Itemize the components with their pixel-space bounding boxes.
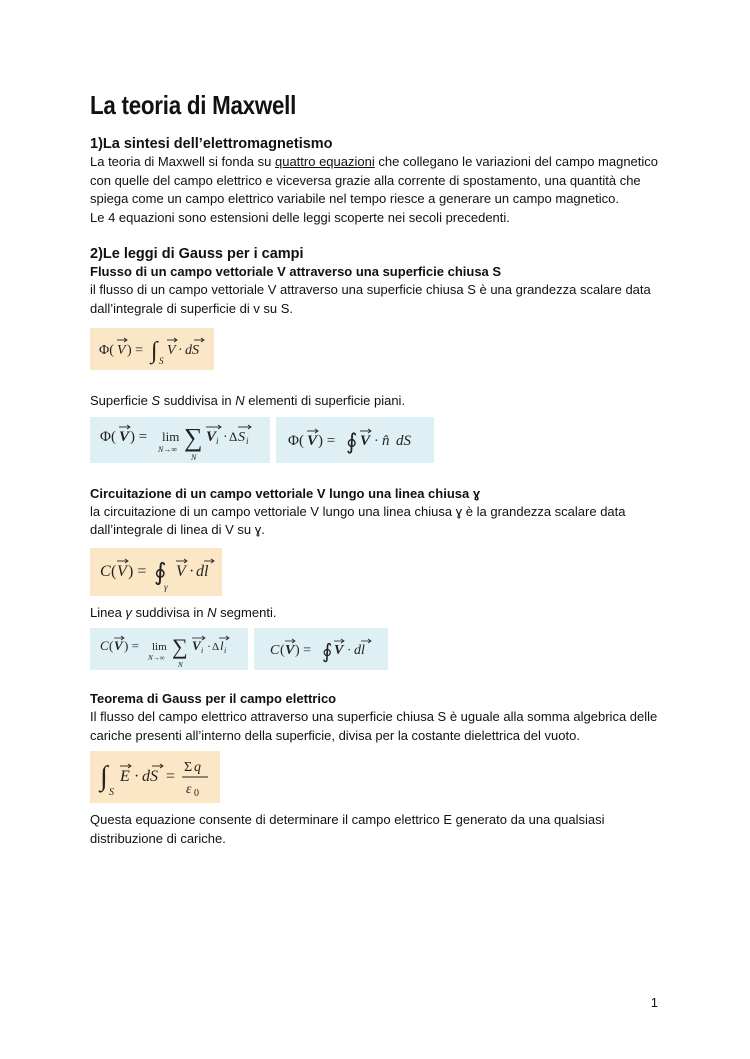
svg-text:V: V	[117, 562, 127, 580]
svg-text:n̂: n̂	[382, 432, 390, 449]
svg-text:V: V	[176, 562, 186, 580]
svg-text:·: ·	[374, 433, 379, 449]
svg-text:) =: ) =	[124, 638, 139, 653]
svg-text:S: S	[109, 787, 114, 798]
section-1-paragraph-1: La teoria di Maxwell si fonda su quattro equazioni che collegano le variazioni del campo magnetico con quelle del campo elettrico e viceversa grazie alla corrente di spostamento, una quantità che spiega come un campo elettrico variabile nel tempo riesce a generare un campo magnetico.	[90, 154, 659, 206]
svg-text:∫: ∫	[151, 338, 158, 364]
svg-text:V: V	[307, 432, 318, 449]
svg-text:V: V	[334, 643, 344, 658]
svg-text:·: ·	[189, 562, 195, 580]
svg-text:dl: dl	[196, 562, 209, 580]
svg-text:V: V	[117, 343, 126, 358]
section-1-heading: 1)La sintesi dell’elettromagnetismo	[90, 136, 333, 152]
svg-text:S: S	[238, 429, 245, 445]
svg-text:C: C	[100, 562, 111, 580]
svg-text:(: (	[109, 638, 114, 653]
svg-text:V: V	[206, 428, 217, 445]
flux-closed-svg	[276, 417, 434, 463]
svg-text:V: V	[192, 638, 201, 653]
svg-text:dS: dS	[142, 768, 158, 785]
svg-text:N→∞: N→∞	[148, 654, 165, 662]
circulation-limit-formula	[90, 628, 248, 670]
svg-text:V: V	[360, 432, 371, 449]
svg-text:·: ·	[178, 343, 183, 358]
svg-text:·: ·	[134, 768, 140, 785]
svg-text:Φ(: Φ(	[99, 343, 114, 358]
svg-text:γ: γ	[164, 581, 168, 592]
svg-text:∮: ∮	[322, 641, 333, 663]
flux-limit-svg	[90, 417, 270, 463]
svg-text:q: q	[194, 760, 201, 775]
svg-text:·: ·	[207, 639, 211, 653]
gauss-statement: Il flusso del campo elettrico attraverso una superficie chiusa S è uguale alla somma algebrica delle cariche presenti all’interno della superficie, divisa per la costante dielettrica del vuoto.	[90, 709, 658, 743]
svg-text:∮: ∮	[346, 428, 358, 454]
quattro-equazioni-link[interactable]: quattro equazioni	[274, 154, 375, 169]
svg-text:S: S	[159, 356, 164, 366]
gauss-subheading: Teorema di Gauss per il campo elettrico	[90, 691, 337, 706]
svg-text:(: (	[111, 562, 117, 580]
svg-text:lim: lim	[162, 428, 180, 444]
circulation-subheading: Circuitazione di un campo vettoriale V lungo una linea chiusa ɣ	[90, 485, 481, 501]
svg-text:∑: ∑	[184, 422, 203, 452]
flux-integral-formula	[90, 328, 214, 370]
svg-text:) =: ) =	[127, 343, 144, 358]
gauss-conclusion: Questa equazione consente di determinare il campo elettrico E generato da una qualsiasi distribuzione di cariche.	[90, 812, 605, 846]
svg-text:N: N	[191, 452, 197, 462]
svg-text:dS: dS	[396, 432, 411, 449]
svg-text:) =: ) =	[128, 562, 147, 580]
svg-text:) =: ) =	[130, 428, 148, 445]
svg-text:N→∞: N→∞	[158, 444, 178, 454]
svg-text:V: V	[167, 343, 176, 358]
svg-text:C: C	[270, 643, 280, 658]
svg-text:Δ: Δ	[212, 641, 220, 653]
svg-text:i: i	[224, 646, 227, 655]
svg-text:C: C	[100, 638, 109, 653]
svg-text:Φ(: Φ(	[288, 432, 304, 449]
svg-text:V: V	[114, 638, 123, 653]
svg-text:∮: ∮	[154, 559, 167, 586]
svg-text:dl: dl	[354, 643, 365, 658]
svg-text:N: N	[178, 661, 183, 669]
svg-text:Δ: Δ	[229, 428, 238, 444]
svg-text:Σ: Σ	[184, 760, 193, 775]
svg-text:0: 0	[194, 788, 199, 799]
flux-subheading: Flusso di un campo vettoriale V attraverso una superficie chiusa S	[90, 264, 502, 279]
svg-text:(: (	[280, 643, 285, 658]
section-2-heading: 2)Le leggi di Gauss per i campi	[90, 246, 304, 262]
page-title: La teoria di Maxwell	[90, 90, 297, 120]
svg-text:=: =	[166, 768, 176, 785]
section-1-paragraph-2: Le 4 equazioni sono estensioni delle leggi scoperte nei secoli precedenti.	[90, 209, 510, 225]
line-subdivision-text: Linea γ suddivisa in N segmenti.	[90, 604, 277, 620]
flux-definition: il flusso di un campo vettoriale V attraverso una superficie chiusa S è una grandezza scalare data dall’integrale di superficie di v su S.	[90, 282, 651, 316]
svg-text:·: ·	[223, 429, 228, 445]
svg-text:) =: ) =	[295, 643, 312, 658]
svg-text:i: i	[216, 435, 219, 446]
svg-text:V: V	[119, 428, 130, 445]
circulation-integral-formula	[90, 548, 222, 596]
flux-integral-svg	[93, 329, 211, 369]
svg-text:ε: ε	[186, 782, 192, 797]
svg-text:lim: lim	[152, 641, 167, 653]
document-page	[90, 90, 670, 848]
svg-text:) =: ) =	[318, 432, 336, 449]
gauss-theorem-svg	[90, 751, 220, 803]
svg-text:E: E	[120, 768, 130, 785]
svg-text:i: i	[246, 435, 249, 446]
svg-text:i: i	[201, 646, 204, 655]
circulation-integral-svg	[90, 548, 222, 596]
svg-text:·: ·	[347, 642, 352, 657]
flux-closed-integral-formula	[276, 417, 434, 463]
svg-text:dS: dS	[185, 343, 199, 358]
svg-text:∫: ∫	[100, 761, 108, 792]
surface-subdivision-text: Superficie S suddivisa in N elementi di superficie piani.	[90, 393, 406, 408]
page-number: 1	[650, 995, 658, 1010]
circulation-closed-svg	[254, 628, 388, 670]
circulation-limit-svg	[90, 628, 248, 670]
circulation-closed-integral-formula	[254, 628, 388, 670]
svg-text:l: l	[220, 638, 224, 653]
gauss-theorem-formula	[90, 751, 220, 803]
svg-text:V: V	[285, 643, 295, 658]
flux-limit-formula	[90, 417, 270, 463]
svg-text:∑: ∑	[172, 634, 188, 659]
svg-text:Φ(: Φ(	[100, 428, 116, 445]
circulation-definition: la circuitazione di un campo vettoriale V lungo una linea chiusa ɣ è la grandezza scalare data dall’integrale di linea di V su ɣ.	[90, 503, 626, 537]
